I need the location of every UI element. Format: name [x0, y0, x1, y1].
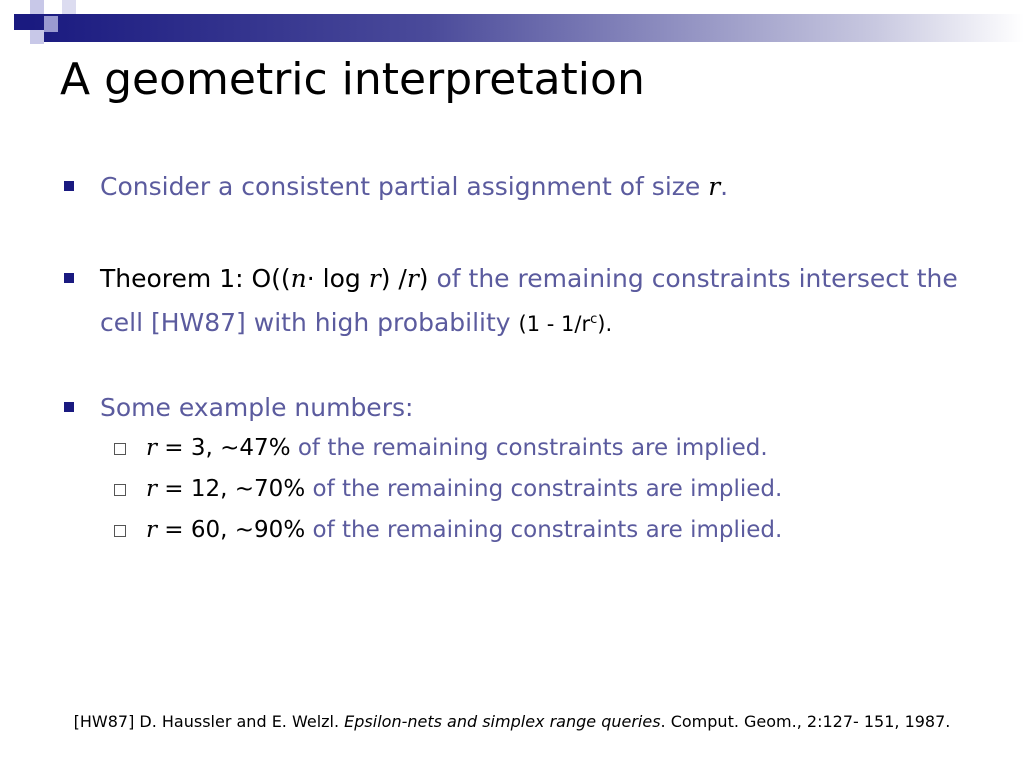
prob-open: (1 - 1/r	[518, 312, 591, 336]
example-value: = 3	[157, 435, 206, 461]
math-var: r	[146, 476, 157, 502]
reference-suffix: . Comput. Geom., 2:127- 151, 1987.	[660, 712, 951, 731]
header-band	[30, 14, 1024, 42]
decor-square	[30, 30, 44, 44]
probability	[519, 312, 613, 336]
decor-square	[14, 14, 30, 30]
reference-footnote	[0, 712, 1024, 731]
example-pct: , ~47%	[205, 435, 291, 461]
math-var: n	[290, 264, 307, 293]
prob-close: ).	[597, 312, 613, 336]
example-rest: of the remaining constraints are implied.	[305, 476, 783, 502]
bullet-theorem	[62, 257, 992, 346]
reference-prefix: [HW87] D. Haussler and E. Welzl.	[73, 712, 345, 731]
example-value: = 12, ~70%	[157, 476, 306, 502]
example-item	[62, 428, 992, 469]
math-var: r	[368, 264, 381, 293]
decor-square	[44, 16, 58, 32]
example-value: = 60, ~90%	[157, 517, 306, 543]
theorem-log: log	[314, 264, 369, 293]
math-var: r	[708, 172, 721, 201]
reference-title: Epsilon-nets and simplex range queries	[344, 712, 661, 731]
theorem-prefix: Theorem 1: O((	[100, 264, 291, 293]
example-rest: of the remaining constraints are implied.	[290, 435, 768, 461]
decor-square	[30, 0, 44, 14]
example-item	[62, 510, 992, 551]
math-var: r	[146, 435, 157, 461]
slide-content	[62, 165, 992, 551]
theorem-close: )	[418, 264, 429, 293]
prob-sup: c	[590, 312, 598, 327]
math-dot: ·	[306, 264, 315, 293]
theorem-mid: ) /	[380, 264, 407, 293]
theorem-rest: of the remaining constraints intersect the cell [HW87] with high probability	[100, 264, 958, 337]
bullet-text: Some example numbers:	[100, 393, 414, 422]
bullet-examples	[62, 386, 992, 430]
bullet-text: Consider a consistent partial assignment of size	[100, 172, 709, 201]
math-var: r	[146, 517, 157, 543]
math-var: r	[406, 264, 419, 293]
bullet-consider	[62, 165, 992, 209]
bullet-text: .	[720, 172, 729, 201]
decor-square	[62, 0, 76, 14]
example-list	[62, 428, 992, 551]
slide-title: A geometric interpretation	[60, 54, 645, 105]
example-rest: of the remaining constraints are implied.	[305, 517, 783, 543]
example-item	[62, 469, 992, 510]
